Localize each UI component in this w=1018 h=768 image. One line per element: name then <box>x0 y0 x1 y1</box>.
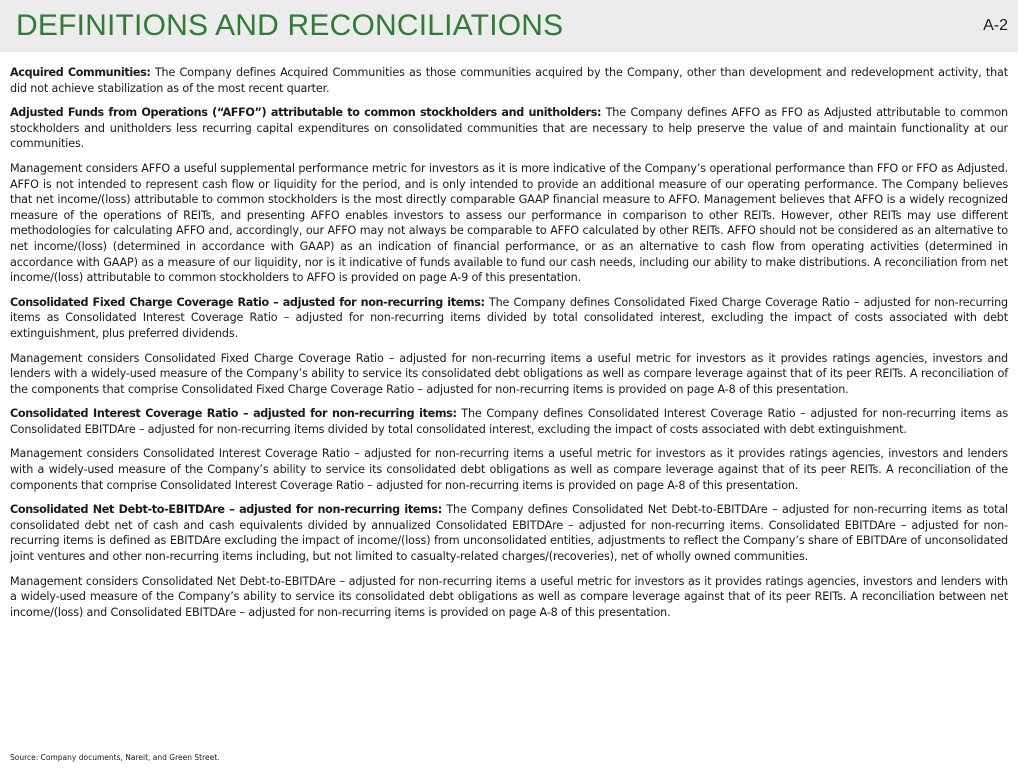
definition-text: The Company defines Consolidated Net Debt-to-EBITDAre – adjusted for non-recurring items as total consolidated debt net of cash and cash equivalents divided by annualized Consolidated EBITDAre – adjusted for non-recurring items. Consolidated EBITDAre – adjusted for non-recurring items is defined as EBITDAre excluding the impact of income/(loss) from unconsolidated entities, adjustments to reflect the Company’s share of EBITDAre of unconsolidated joint ventures and other non-recurring items including, but not limited to casualty-related charges/(recoveries), net of wholly owned communities. <box>10 503 1008 564</box>
paragraph-text: Management considers Consolidated Net Debt-to-EBITDAre – adjusted for non-recurring items a useful metric for investors as it provides ratings agencies, investors and lenders with a widely-used measure of the Company’s ability to service its consolidated debt obligations as well as compare leverage against that of its peer REITs. A reconciliation between net income/(loss) and Consolidated EBITDAre – adjusted for non-recurring items is provided on page A-8 of this presentation. <box>10 574 1008 619</box>
source-footnote: Source: Company documents, Nareit, and Green Street. <box>10 753 220 762</box>
net-debt-management-paragraph <box>10 574 1008 621</box>
definition-text: The Company defines Acquired Communities as those communities acquired by the Company, other than development and redevelopment activity, that did not achieve stabilization as of the most recent quarter. <box>10 66 1009 95</box>
fixed-charge-management-paragraph <box>10 351 1008 398</box>
definition-term: Consolidated Interest Coverage Ratio – adjusted for non-recurring items: <box>10 407 457 421</box>
definition-term: Acquired Communities: <box>10 66 151 79</box>
paragraph-text: Management considers Consolidated Interest Coverage Ratio – adjusted for non-recurring items a useful metric for investors as it provides ratings agencies, investors and lenders with a widely-used measure of the Company’s ability to service its consolidated debt obligations as well as compare leverage against that of its peer REITs. A reconciliation of the components that comprise Consolidated Interest Coverage Ratio – adjusted for non-recurring items is provided on page A-8 of this presentation. <box>10 447 1008 492</box>
definition-acquired-communities <box>10 65 1008 96</box>
definition-term: Adjusted Funds from Operations (“AFFO”) attributable to common stockholders and unitholders: <box>10 106 602 120</box>
header-bar <box>0 0 1018 52</box>
definition-term: Consolidated Fixed Charge Coverage Ratio – adjusted for non-recurring items: <box>10 295 485 309</box>
definition-net-debt-to-ebitdare <box>10 502 1008 564</box>
definition-fixed-charge-coverage <box>10 295 1008 342</box>
definition-interest-coverage <box>10 406 1008 437</box>
definition-affo <box>10 105 1008 152</box>
interest-coverage-management-paragraph <box>10 446 1008 493</box>
definitions-body <box>10 65 1008 629</box>
page-number: A-2 <box>983 17 1008 34</box>
paragraph-text: Management considers Consolidated Fixed Charge Coverage Ratio – adjusted for non-recurring items a useful metric for investors as it provides ratings agencies, investors and lenders with a widely-used measure of the Company’s ability to service its consolidated debt obligations as well as compare leverage against that of its peer REITs. A reconciliation of the components that comprise Consolidated Fixed Charge Coverage Ratio – adjusted for non-recurring items is provided on page A-8 of this presentation. <box>10 351 1008 396</box>
page-title: DEFINITIONS AND RECONCILIATIONS <box>16 9 564 42</box>
definition-term: Consolidated Net Debt-to-EBITDAre – adjusted for non-recurring items: <box>10 503 442 517</box>
definition-text: The Company defines AFFO as FFO as Adjusted attributable to common stockholders and unitholders less recurring capital expenditures on consolidated communities that are necessary to help preserve the value of and maintain functionality at our communities. <box>10 106 1008 151</box>
definition-text: The Company defines Consolidated Fixed Charge Coverage Ratio – adjusted for non-recurring items as Consolidated Interest Coverage Ratio – adjusted for non-recurring items divided by total consolidated interest, excluding the impact of costs associated with debt extinguishment, plus preferred dividends. <box>10 295 1008 340</box>
affo-management-paragraph <box>10 161 1008 286</box>
paragraph-text: Management considers AFFO a useful supplemental performance metric for investors as it is more indicative of the Company’s operational performance than FFO or FFO as Adjusted. AFFO is not intended to represent cash flow or liquidity for the period, and is only intended to provide an additional measure of our operating performance. The Company believes that net income/(loss) attributable to common stockholders is the most directly comparable GAAP financial measure to AFFO. Management believes that AFFO is a widely recognized measure of the operations of REITs, and presenting AFFO enables investors to assess our performance in comparison to other REITs. However, other REITs may use different methodologies for calculating AFFO and, accordingly, our AFFO may not always be comparable to AFFO calculated by other REITs. AFFO should not be considered as an alternative to net income/(loss) (determined in accordance with GAAP) as an indication of financial performance, or as an alternative to cash flow from operating activities (determined in accordance with GAAP) as a measure of our liquidity, nor is it indicative of funds available to fund our cash needs, including our ability to make distributions. A reconciliation from net income/(loss) attributable to common stockholders to AFFO is provided on page A-9 of this presentation. <box>10 161 1008 285</box>
definition-text: The Company defines Consolidated Interest Coverage Ratio – adjusted for non-recurring items as Consolidated EBITDAre – adjusted for non-recurring items divided by total consolidated interest, excluding the impact of costs associated with debt extinguishment. <box>10 407 1009 436</box>
